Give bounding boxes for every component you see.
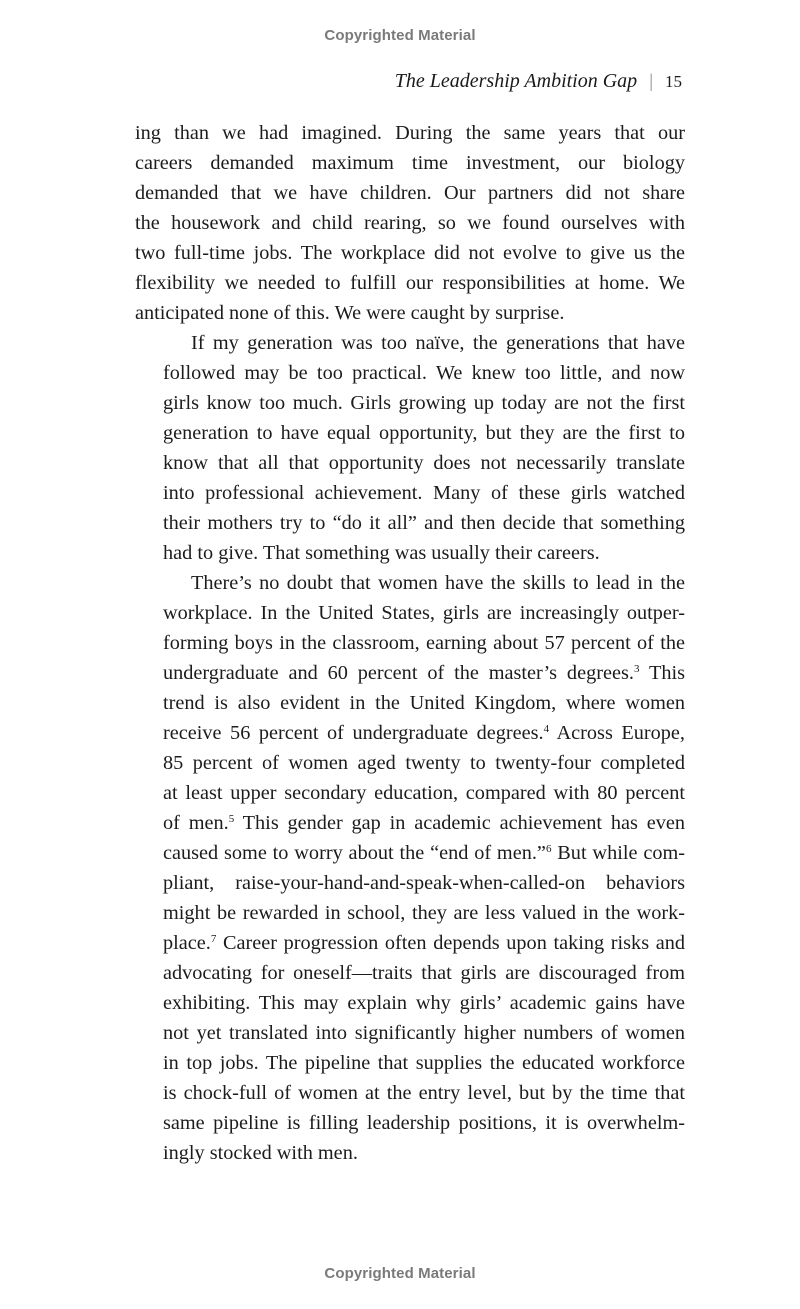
text-line: is chock-full of women at the entry level, but by the time that	[163, 1082, 685, 1104]
text-line: pliant, raise-your-hand-and-speak-when-called-on behaviors	[163, 872, 685, 894]
text-line: trend is also evident in the United Kingdom, where women	[163, 692, 685, 714]
text-line: know that all that opportunity does not necessarily translate	[163, 452, 685, 474]
text-line: careers demanded maximum time investment, our biology	[135, 152, 685, 174]
text-line: at least upper secondary education, compared with 80 percent	[163, 782, 685, 804]
text-line	[135, 658, 685, 688]
text-line	[135, 718, 685, 748]
text-line: 85 percent of women aged twenty to twenty-four completed	[163, 752, 685, 774]
text-line	[135, 808, 685, 838]
text-line: ingly stocked with men.	[163, 1142, 358, 1164]
text-line: workplace. In the United States, girls are increasingly outper-	[163, 602, 685, 624]
header-separator: |	[649, 70, 653, 92]
line-tail: This gender gap in academic achievement has even	[234, 812, 685, 834]
copyright-watermark-bottom: Copyrighted Material	[324, 1265, 476, 1282]
text-line: two full-time jobs. The workplace did not evolve to give us the	[135, 242, 685, 264]
footnote-ref-5: 5	[228, 813, 235, 825]
text-line: the housework and child rearing, so we found ourselves with	[135, 212, 685, 234]
text-line: ing than we had imagined. During the same years that our	[135, 122, 685, 144]
line-text: of men.	[163, 812, 229, 834]
text-line: same pipeline is filling leadership positions, it is overwhelm-	[163, 1112, 685, 1134]
line-text: receive 56 percent of undergraduate degrees.	[163, 722, 544, 744]
paragraph-1	[135, 118, 685, 328]
footnote-ref-7: 7	[210, 933, 217, 945]
text-line: advocating for oneself—traits that girls are discouraged from	[163, 962, 685, 984]
text-line: not yet translated into significantly higher numbers of women	[163, 1022, 685, 1044]
text-line: There’s no doubt that women have the skills to lead in the	[191, 572, 685, 594]
text-line	[135, 928, 685, 958]
text-line: had to give. That something was usually their careers.	[163, 542, 600, 564]
line-tail: But while com-	[551, 842, 685, 864]
text-line: exhibiting. This may explain why girls’ academic gains have	[163, 992, 685, 1014]
running-head	[395, 70, 682, 93]
chapter-title: The Leadership Ambition Gap	[394, 70, 638, 92]
paragraph-3	[135, 568, 685, 1168]
text-line: their mothers try to “do it all” and then decide that something	[163, 512, 685, 534]
line-tail: This	[639, 662, 686, 684]
body-text	[135, 118, 685, 1168]
line-tail: Career progression often depends upon taking risks and	[216, 932, 685, 954]
text-line: into professional achievement. Many of these girls watched	[163, 482, 685, 504]
line-text: caused some to worry about the “end of men.”	[163, 842, 546, 864]
footnote-ref-4: 4	[543, 723, 550, 735]
line-text: place.	[163, 932, 211, 954]
page-number: 15	[665, 71, 682, 91]
paragraph-2	[135, 328, 685, 568]
text-line: If my generation was too naïve, the generations that have	[191, 332, 685, 354]
text-line: followed may be too practical. We knew too little, and now	[163, 362, 685, 384]
text-line: in top jobs. The pipeline that supplies the educated workforce	[163, 1052, 685, 1074]
text-line: generation to have equal opportunity, but they are the first to	[163, 422, 685, 444]
line-tail: Across Europe,	[549, 722, 685, 744]
text-line: forming boys in the classroom, earning about 57 percent of the	[163, 632, 685, 654]
line-text: undergraduate and 60 percent of the master’s degrees.	[163, 662, 634, 684]
footnote-ref-3: 3	[633, 663, 640, 675]
text-line: girls know too much. Girls growing up today are not the first	[163, 392, 685, 414]
text-line: anticipated none of this. We were caught by surprise.	[135, 302, 565, 324]
text-line: demanded that we have children. Our partners did not share	[135, 182, 685, 204]
text-line: flexibility we needed to fulfill our responsibilities at home. We	[135, 272, 685, 294]
footnote-ref-6: 6	[545, 843, 552, 855]
text-line	[135, 838, 685, 868]
copyright-watermark-top: Copyrighted Material	[324, 27, 476, 44]
text-line: might be rewarded in school, they are less valued in the work-	[163, 902, 685, 924]
